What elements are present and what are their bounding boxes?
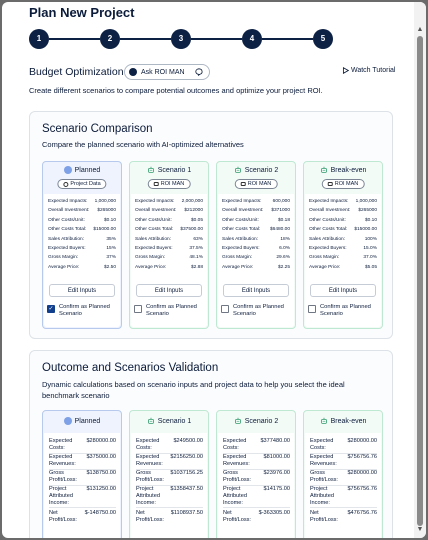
- validation-card-body: [218, 433, 294, 538]
- metric-label: Sales Attribution:: [309, 236, 345, 242]
- metric-label: Average Price:: [222, 264, 254, 270]
- metric-value: $5.05: [364, 264, 377, 270]
- outcome-value: $-148750.00: [84, 510, 116, 516]
- outcome-row: [49, 510, 116, 524]
- metric-value: 37.0%: [363, 255, 377, 261]
- metric-value: $2.88: [190, 264, 203, 270]
- outcome-label: Expected Costs:: [310, 438, 334, 451]
- outcome-value: $249500.00: [173, 438, 203, 444]
- progress-stepper: [29, 29, 334, 49]
- metric-label: Expected Impacts:: [309, 199, 349, 204]
- database-icon: [63, 182, 68, 187]
- robot-icon: [147, 417, 155, 425]
- metric-row: [309, 253, 377, 262]
- validation-title: Outcome and Scenarios Validation: [42, 362, 219, 374]
- step-5[interactable]: 5: [313, 29, 333, 49]
- metric-row: [135, 263, 203, 272]
- outcome-label: Expected Revenues:: [223, 454, 250, 467]
- metric-value: 29.6%: [276, 255, 290, 261]
- validation-card-0: [42, 410, 122, 538]
- outcome-label: Net Profit/Loss:: [49, 510, 77, 523]
- metric-label: Gross Margin:: [48, 255, 79, 261]
- scenario-source-badge: Project Data: [57, 179, 106, 189]
- metric-row: [309, 197, 377, 206]
- scenario-name: Planned: [74, 166, 101, 174]
- outcome-row: [310, 454, 377, 468]
- metric-value: 63%: [193, 236, 203, 242]
- scenario-comparison-title: Scenario Comparison: [42, 123, 153, 135]
- metric-row: [222, 225, 290, 234]
- outcome-label: Net Profit/Loss:: [223, 510, 251, 523]
- outcome-row: [223, 486, 290, 507]
- scenario-name: Break-even: [330, 417, 367, 425]
- metric-label: Other Costs Total:: [309, 227, 348, 233]
- ask-roi-man-button[interactable]: [124, 64, 210, 80]
- planned-dot-icon: [64, 417, 72, 425]
- confirm-label: Confirm as Planned Scenario: [320, 304, 371, 317]
- metric-row: [135, 253, 203, 262]
- scenario-name: Scenario 2: [244, 417, 279, 425]
- metric-row: [135, 197, 203, 206]
- scenario-card-header: [217, 166, 295, 174]
- confirm-label: Confirm as Planned Scenario: [59, 304, 110, 317]
- metric-label: Expected Impacts:: [135, 199, 175, 204]
- outcome-row: [310, 486, 377, 507]
- metric-row: [48, 235, 116, 244]
- outcome-label: Expected Costs:: [223, 438, 247, 451]
- chat-bubble-icon: [195, 68, 203, 76]
- metric-row: [309, 216, 377, 225]
- scenario-source-badge: ROI MAN: [148, 179, 191, 189]
- metric-value: $0.18: [277, 217, 290, 223]
- outcome-value: $14175.00: [263, 486, 290, 492]
- metric-row: [48, 206, 116, 215]
- scenario-name: Planned: [74, 417, 101, 425]
- validation-card-header: [43, 417, 121, 425]
- metric-value: 35%: [106, 236, 116, 242]
- metric-row: [222, 206, 290, 215]
- metric-row: [309, 235, 377, 244]
- outcome-label: Net Profit/Loss:: [136, 510, 164, 523]
- metric-row: [222, 235, 290, 244]
- step-2[interactable]: 2: [100, 29, 120, 49]
- step-connector: [262, 38, 313, 40]
- validation-card-header: [130, 417, 208, 425]
- metric-row: [135, 216, 203, 225]
- metric-value: 48.1%: [189, 255, 203, 261]
- scenario-name: Break-even: [330, 166, 367, 174]
- outcome-label: Expected Revenues:: [310, 454, 337, 467]
- outcome-row: [49, 438, 116, 452]
- step-3[interactable]: 3: [171, 29, 191, 49]
- metric-label: Average Price:: [135, 264, 167, 270]
- outcome-label: Expected Costs:: [136, 438, 160, 451]
- validation-card-header: [217, 417, 295, 425]
- outcome-row: [49, 470, 116, 484]
- metric-value: 600,000: [272, 199, 290, 204]
- outcome-value: $1358437.50: [170, 486, 203, 492]
- scenario-card-1[interactable]: [129, 161, 209, 329]
- metric-value: $2.25: [277, 264, 290, 270]
- outcome-value: $280000.00: [347, 470, 377, 476]
- confirm-planned-checkbox[interactable]: [134, 304, 204, 318]
- robot-icon: [234, 417, 242, 425]
- metric-value: 37.5%: [189, 246, 203, 251]
- outcome-row: [136, 510, 203, 524]
- checkbox-box[interactable]: ✓: [48, 306, 54, 312]
- edit-inputs-button[interactable]: Edit Inputs: [223, 284, 289, 297]
- metric-value: 2,000,000: [181, 199, 203, 204]
- metric-label: Sales Attribution:: [222, 236, 258, 242]
- metric-value: 6.0%: [279, 246, 290, 251]
- validation-card-3: [303, 410, 383, 538]
- metric-label: Overall Investment:: [48, 208, 90, 214]
- outcome-value: $280000.00: [86, 438, 116, 444]
- scenario-card-header: [43, 166, 121, 174]
- checkbox-box[interactable]: [221, 305, 229, 313]
- metric-row: [222, 244, 290, 253]
- outcome-label: Project Attributed Income:: [310, 486, 334, 506]
- watch-tutorial-link[interactable]: [342, 67, 395, 74]
- scenario-name: Scenario 2: [244, 166, 279, 174]
- metric-label: Other Costs Total:: [135, 227, 174, 233]
- metric-row: [48, 253, 116, 262]
- metric-value: 15%: [106, 246, 116, 251]
- outcome-row: [310, 510, 377, 524]
- metric-label: Other Costs Total:: [48, 227, 87, 233]
- outcome-row: [136, 454, 203, 468]
- scenario-source-badge: ROI MAN: [322, 179, 365, 189]
- validation-panel: [29, 350, 393, 538]
- metric-label: Expected Buyers:: [48, 246, 86, 251]
- metric-row: [309, 263, 377, 272]
- outcome-label: Project Attributed Income:: [136, 486, 160, 506]
- robot-small-icon: [328, 182, 333, 186]
- app-window: [2, 2, 426, 538]
- scenario-card-0[interactable]: [42, 161, 122, 329]
- metric-label: Other Costs/Unit:: [48, 217, 85, 223]
- metric-label: Overall Investment:: [309, 208, 351, 214]
- robot-icon: [320, 166, 328, 174]
- outcome-value: $756756.76: [347, 486, 377, 492]
- outcome-label: Project Attributed Income:: [223, 486, 247, 506]
- metric-label: Average Price:: [309, 264, 341, 270]
- metric-row: [135, 206, 203, 215]
- scroll-down-arrow[interactable]: ▼: [416, 526, 424, 533]
- row-divider: [49, 507, 116, 508]
- metric-row: [222, 253, 290, 262]
- metric-label: Expected Impacts:: [48, 199, 88, 204]
- planned-dot-icon: [64, 166, 72, 174]
- play-icon: [342, 67, 349, 74]
- metric-value: 100%: [364, 236, 377, 242]
- checkbox-box[interactable]: [308, 305, 316, 313]
- metric-value: $0.10: [103, 217, 116, 223]
- metric-row: [222, 216, 290, 225]
- metric-label: Other Costs/Unit:: [309, 217, 346, 223]
- outcome-value: $476756.76: [347, 510, 377, 516]
- edit-inputs-button[interactable]: Edit Inputs: [49, 284, 115, 297]
- outcome-label: Expected Costs:: [49, 438, 73, 451]
- metric-label: Overall Investment:: [222, 208, 264, 214]
- metric-value: 18%: [280, 236, 290, 242]
- metric-label: Sales Attribution:: [135, 236, 171, 242]
- row-divider: [310, 507, 377, 508]
- scenario-card-2[interactable]: [216, 161, 296, 329]
- confirm-label: Confirm as Planned Scenario: [233, 304, 284, 317]
- validation-card-2: [216, 410, 296, 538]
- metric-value: $0.10: [364, 217, 377, 223]
- step-connector: [120, 38, 171, 40]
- metric-value: 37%: [106, 255, 116, 261]
- metric-row: [222, 263, 290, 272]
- metric-row: [135, 235, 203, 244]
- confirm-label: Confirm as Planned Scenario: [146, 304, 197, 317]
- outcome-row: [49, 486, 116, 507]
- metric-value: $265000: [358, 208, 377, 214]
- validation-subtitle: Dynamic calculations based on scenario inputs and project data to help you select the ideal benchmark scenario: [42, 380, 345, 400]
- metric-row: [48, 225, 116, 234]
- metric-label: Other Costs/Unit:: [222, 217, 259, 223]
- checkbox-box[interactable]: [134, 305, 142, 313]
- metric-value: $37500.00: [180, 227, 203, 233]
- metric-value: 1,000,000: [355, 199, 377, 204]
- scenario-source-badge: ROI MAN: [235, 179, 278, 189]
- metric-value: $371000: [271, 208, 290, 214]
- row-divider: [136, 507, 203, 508]
- outcome-row: [136, 438, 203, 452]
- outcome-row: [136, 486, 203, 507]
- validation-card-body: [131, 433, 207, 538]
- outcome-value: $377480.00: [260, 438, 290, 444]
- scenario-name: Scenario 1: [157, 417, 192, 425]
- outcome-value: $280000.00: [347, 438, 377, 444]
- metric-row: [48, 197, 116, 206]
- confirm-planned-checkbox[interactable]: [47, 304, 117, 318]
- metric-value: $6480.00: [269, 227, 290, 233]
- outcome-value: $-363305.00: [258, 510, 290, 516]
- outcome-value: $756756.76: [347, 454, 377, 460]
- metric-row: [222, 197, 290, 206]
- outcome-row: [136, 470, 203, 484]
- metric-row: [309, 206, 377, 215]
- scrollbar[interactable]: [414, 2, 426, 538]
- metric-label: Gross Margin:: [309, 255, 340, 261]
- outcome-row: [310, 470, 377, 484]
- scroll-thumb[interactable]: [417, 36, 423, 526]
- metric-label: Expected Buyers:: [135, 246, 173, 251]
- metric-value: $15000.00: [354, 227, 377, 233]
- outcome-value: $375000.00: [86, 454, 116, 460]
- metric-label: Other Costs Total:: [222, 227, 261, 233]
- robot-icon: [320, 417, 328, 425]
- metric-row: [135, 225, 203, 234]
- outcome-row: [223, 510, 290, 524]
- metric-value: 15.0%: [363, 246, 377, 251]
- outcome-label: Project Attributed Income:: [49, 486, 73, 506]
- scenario-card-3[interactable]: [303, 161, 383, 329]
- outcome-label: Expected Revenues:: [49, 454, 76, 467]
- outcome-row: [49, 454, 116, 468]
- step-4[interactable]: 4: [242, 29, 262, 49]
- outcome-label: Gross Profit/Loss:: [49, 470, 77, 483]
- outcome-row: [223, 438, 290, 452]
- metric-row: [309, 244, 377, 253]
- validation-card-header: [304, 417, 382, 425]
- scenario-comparison-panel: [29, 111, 393, 339]
- metric-row: [48, 244, 116, 253]
- metric-label: Other Costs/Unit:: [135, 217, 172, 223]
- robot-small-icon: [241, 182, 246, 186]
- outcome-row: [310, 438, 377, 452]
- metric-label: Average Price:: [48, 264, 80, 270]
- metric-value: 1,000,000: [94, 199, 116, 204]
- confirm-planned-checkbox[interactable]: [308, 304, 378, 318]
- outcome-row: [223, 454, 290, 468]
- scenario-card-header: [130, 166, 208, 174]
- ask-roi-man-label: Ask ROI MAN: [141, 68, 185, 76]
- page-title: Plan New Project: [29, 5, 135, 20]
- outcome-value: $138750.00: [86, 470, 116, 476]
- edit-inputs-button[interactable]: Edit Inputs: [136, 284, 202, 297]
- metric-value: $212000: [184, 208, 203, 214]
- page-content: [2, 2, 414, 538]
- metric-label: Expected Buyers:: [222, 246, 260, 251]
- metric-row: [135, 244, 203, 253]
- row-divider: [223, 507, 290, 508]
- watch-tutorial-label: Watch Tutorial: [351, 67, 396, 74]
- metric-row: [48, 216, 116, 225]
- metric-label: Gross Margin:: [222, 255, 253, 261]
- outcome-row: [223, 470, 290, 484]
- validation-card-body: [44, 433, 120, 538]
- edit-inputs-button[interactable]: Edit Inputs: [310, 284, 376, 297]
- metric-value: $2.50: [103, 264, 116, 270]
- metric-label: Sales Attribution:: [48, 236, 84, 242]
- metric-label: Expected Buyers:: [309, 246, 347, 251]
- metric-value: $0.05: [190, 217, 203, 223]
- outcome-value: $1108937.50: [170, 510, 203, 516]
- roi-man-avatar-icon: [129, 68, 137, 76]
- outcome-label: Gross Profit/Loss:: [136, 470, 164, 483]
- robot-small-icon: [154, 182, 159, 186]
- metric-label: Overall Investment:: [135, 208, 177, 214]
- scenario-name: Scenario 1: [157, 166, 192, 174]
- outcome-label: Gross Profit/Loss:: [310, 470, 338, 483]
- outcome-value: $2156250.00: [170, 454, 203, 460]
- metric-value: $15000.00: [93, 227, 116, 233]
- metric-label: Expected Impacts:: [222, 199, 262, 204]
- metric-row: [48, 263, 116, 272]
- outcome-label: Expected Revenues:: [136, 454, 163, 467]
- scroll-up-arrow[interactable]: ▲: [416, 26, 424, 33]
- outcome-value: $1037156.25: [170, 470, 203, 476]
- metric-label: Gross Margin:: [135, 255, 166, 261]
- validation-card-body: [305, 433, 381, 538]
- validation-card-1: [129, 410, 209, 538]
- scenario-card-header: [304, 166, 382, 174]
- step-connector: [49, 38, 100, 40]
- budget-intro: Create different scenarios to compare potential outcomes and optimize your project ROI.: [29, 86, 323, 95]
- outcome-value: $81000.00: [263, 454, 290, 460]
- robot-icon: [234, 166, 242, 174]
- robot-icon: [147, 166, 155, 174]
- outcome-value: $131250.00: [86, 486, 116, 492]
- outcome-label: Gross Profit/Loss:: [223, 470, 251, 483]
- outcome-label: Net Profit/Loss:: [310, 510, 338, 523]
- metric-row: [309, 225, 377, 234]
- outcome-value: $23976.00: [263, 470, 290, 476]
- budget-heading: Budget Optimization: [29, 66, 124, 78]
- step-1[interactable]: 1: [29, 29, 49, 49]
- confirm-planned-checkbox[interactable]: [221, 304, 291, 318]
- metric-value: $265000: [97, 208, 116, 214]
- step-connector: [191, 38, 242, 40]
- scenario-comparison-subtitle: Compare the planned scenario with AI-optimized alternatives: [42, 140, 244, 149]
